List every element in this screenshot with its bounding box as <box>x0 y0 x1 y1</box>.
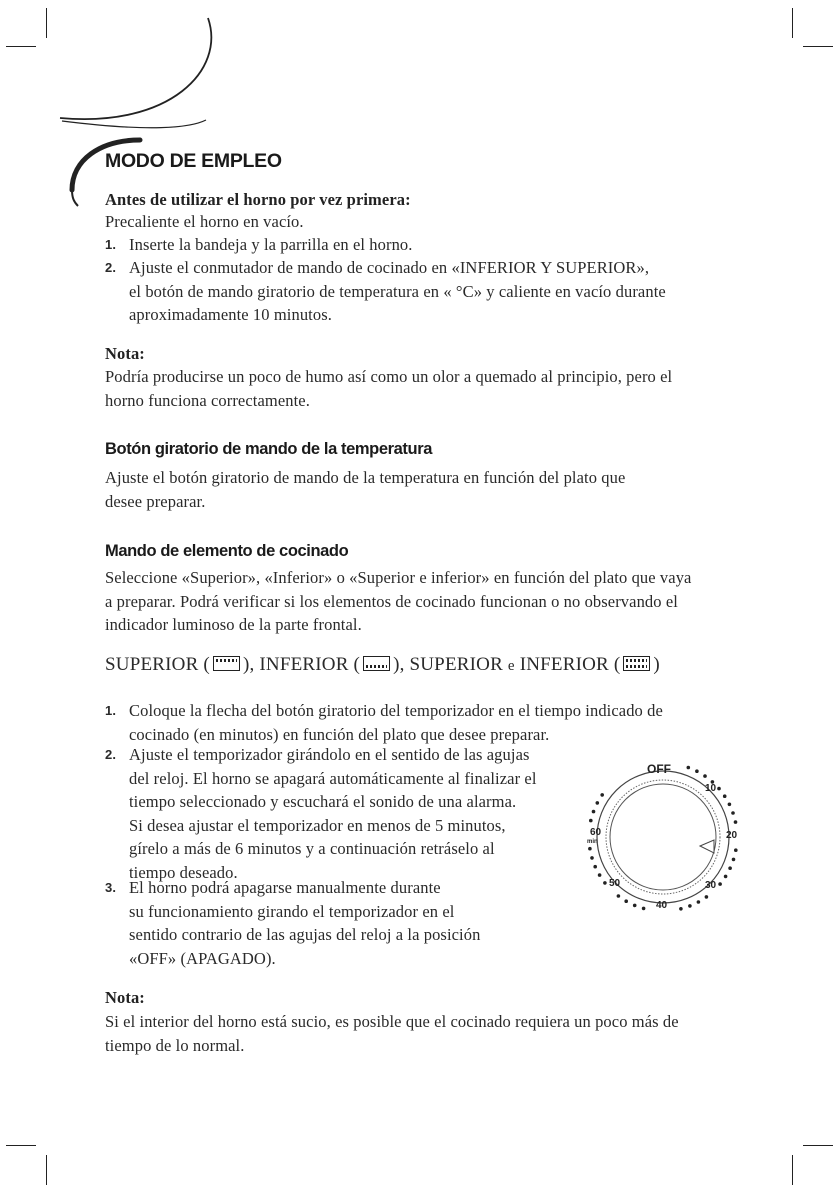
bottom-heat-icon <box>363 656 390 671</box>
mode-both-conjunction: e <box>507 658 515 674</box>
dial-tick-dot <box>624 899 628 903</box>
mode-both-label: ), SUPERIOR <box>393 654 508 675</box>
dial-tick-dot <box>731 811 735 815</box>
dial-tick-dot <box>728 866 732 870</box>
text-line: tiempo seleccionado y escuchará el sonido de una alarma. <box>129 792 517 811</box>
dial-label-min: min <box>587 839 598 845</box>
note-text <box>105 365 672 412</box>
step-number: 3. <box>105 880 117 895</box>
dial-tick-dot <box>590 856 594 860</box>
dial-tick-dot <box>592 810 596 814</box>
step-number: 2. <box>105 747 117 762</box>
dial-tick-dot <box>697 900 701 904</box>
mode-close-paren: ) <box>653 654 660 675</box>
text-line: Podría producirse un poco de humo así como un olor a quemado al principio, pero el <box>105 367 673 386</box>
text-line: indicador luminoso de la parte frontal. <box>105 615 362 634</box>
dial-tick-dot <box>589 819 593 823</box>
crop-mark-bottom-left-v <box>46 1155 47 1185</box>
text-line: tiempo de lo normal. <box>105 1035 245 1055</box>
first-use-step-1 <box>105 233 413 257</box>
dial-tick-dot <box>596 801 600 805</box>
dial-tick-dot <box>617 894 621 898</box>
text-line: el botón de mando giratorio de temperatura en « °C» y caliente en vacío durante <box>129 281 666 301</box>
element-section-text <box>105 566 691 637</box>
heating-modes-line <box>105 654 660 676</box>
dial-tick-dot <box>724 875 728 879</box>
text-line: Inserte la bandeja y la parrilla en el horno. <box>129 235 413 254</box>
top-heat-icon <box>213 656 240 671</box>
note-text-2 <box>105 1010 679 1057</box>
text-line: Ajuste el botón giratorio de mando de la temperatura en función del plato que <box>105 468 626 487</box>
page-title: MODO DE EMPLEO <box>105 150 282 172</box>
step-number: 2. <box>105 260 117 275</box>
dial-tick-dot <box>734 820 738 824</box>
dial-tick-dot <box>603 881 607 885</box>
text-line: sentido contrario de las agujas del reloj a la posición <box>129 925 481 944</box>
dial-tick-dot <box>679 907 683 911</box>
text-line: Seleccione «Superior», «Inferior» o «Superior e inferior» en función del plato que vaya <box>105 568 692 587</box>
text-line: Ajuste el conmutador de mando de cocinado en «INFERIOR Y SUPERIOR», <box>129 258 650 277</box>
dial-tick-dot <box>703 774 707 778</box>
top-bottom-heat-icon <box>623 656 650 671</box>
dial-tick-dot <box>593 865 597 869</box>
crop-mark-bottom-right-h <box>803 1145 833 1146</box>
text-line: cocinado (en minutos) en función del plato que desee preparar. <box>129 724 550 744</box>
text-line: del reloj. El horno se apagará automáticamente al finalizar el <box>129 768 537 788</box>
temp-section-heading: Botón giratorio de mando de la temperatura <box>105 440 432 458</box>
dial-label-20: 20 <box>726 830 738 841</box>
dial-tick-dot <box>728 803 732 807</box>
first-use-intro: Precaliente el horno en vacío. <box>105 212 304 231</box>
dial-label-off: OFF <box>647 762 671 776</box>
dial-label-60: 60 <box>590 827 602 838</box>
dial-label-30: 30 <box>705 880 717 891</box>
text-line: desee preparar. <box>105 491 206 511</box>
dial-tick-dot <box>717 787 721 791</box>
text-line: Si desea ajustar el temporizador en menos de 5 minutos, <box>129 815 506 835</box>
dial-tick-dot <box>705 895 709 899</box>
dial-label-10: 10 <box>705 783 717 794</box>
dial-label-50: 50 <box>609 878 621 889</box>
text-line: gírelo a más de 6 minutos y a continuación retráselo al <box>129 839 495 858</box>
dial-tick-dot <box>734 848 738 852</box>
text-line: aproximadamente 10 minutos. <box>129 305 332 324</box>
timer-dial-illustration <box>580 760 740 920</box>
dial-tick-dot <box>633 904 637 908</box>
text-line: a preparar. Podrá verificar si los elementos de cocinado funcionan o no observando el <box>105 591 678 611</box>
crop-mark-bottom-left-h <box>6 1145 36 1146</box>
first-use-step-2 <box>105 256 666 327</box>
first-use-heading: Antes de utilizar el horno por vez primera: <box>105 190 411 209</box>
dial-tick-dot <box>695 769 699 773</box>
text-line: Coloque la flecha del botón giratorio del temporizador en el tiempo indicado de <box>129 701 663 720</box>
timer-step-1 <box>105 699 663 746</box>
dial-tick-dot <box>718 882 722 886</box>
text-line: «OFF» (APAGADO). <box>129 948 276 968</box>
dial-tick-dot <box>688 904 692 908</box>
text-line: horno funciona correctamente. <box>105 390 310 410</box>
step-number: 1. <box>105 703 117 718</box>
dial-tick-dot <box>600 793 604 797</box>
text-line: su funcionamiento girando el temporizador en el <box>129 901 455 921</box>
step-number: 1. <box>105 237 117 252</box>
mode-superior-label: SUPERIOR ( <box>105 654 210 675</box>
decorative-swoosh <box>0 0 839 220</box>
note-heading: Nota: <box>105 344 145 363</box>
timer-step-3 <box>105 876 480 970</box>
temp-section-text <box>105 466 625 513</box>
crop-mark-bottom-right-v <box>792 1155 793 1185</box>
element-section-heading: Mando de elemento de cocinado <box>105 542 349 560</box>
mode-inferior-label: ), INFERIOR ( <box>242 654 361 675</box>
note-heading-2: Nota: <box>105 988 145 1007</box>
dial-tick-dot <box>687 766 691 770</box>
text-line: tiempo deseado. <box>129 862 238 882</box>
timer-step-2 <box>105 743 537 884</box>
dial-tick-dot <box>642 907 646 911</box>
text-line: Ajuste el temporizador girándolo en el sentido de las agujas <box>129 745 530 764</box>
text-line: Si el interior del horno está sucio, es posible que el cocinado requiera un poco más de <box>105 1012 679 1031</box>
dial-tick-dot <box>588 847 592 851</box>
dial-label-40: 40 <box>656 900 668 911</box>
dial-tick-dot <box>598 873 602 877</box>
text-line: El horno podrá apagarse manualmente durante <box>129 878 441 897</box>
dial-tick-dot <box>732 858 736 862</box>
mode-both-label-b: INFERIOR ( <box>514 654 621 675</box>
dial-tick-dot <box>723 794 727 798</box>
